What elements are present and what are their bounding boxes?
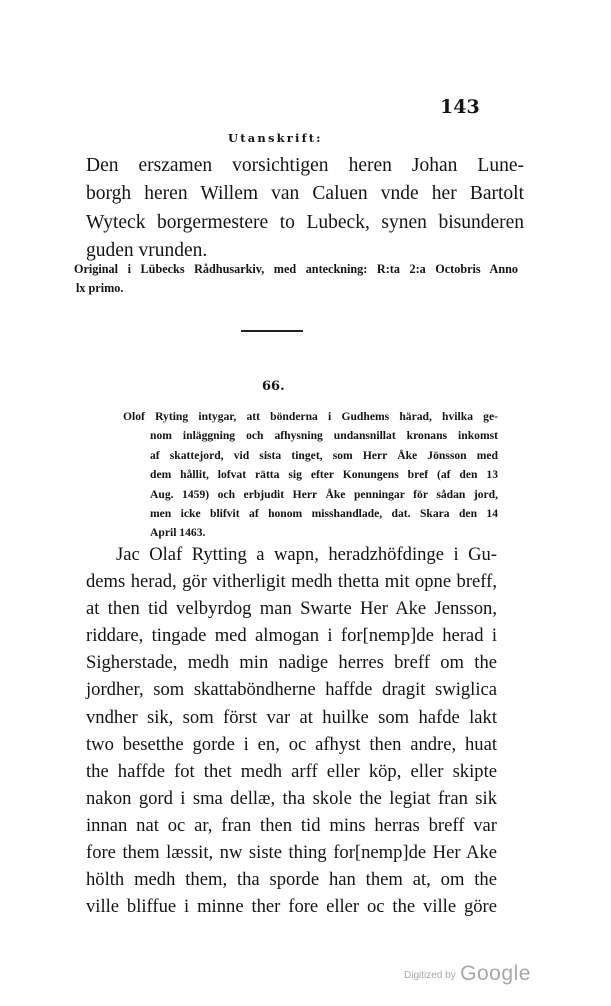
abstract-line: Aug. 1459) och erbjudit Herr Åke penningar för sådan jord, [150,487,498,501]
body-line: hölth medh them, tha sporde han them at, om the [86,869,497,891]
body-line: nakon gord i sma dellæ, tha skole the legiat fran sik [86,787,497,809]
section-divider [241,330,303,332]
abstract-line: nom inläggning och afhysning undansnillat kronans inkomst [150,429,498,443]
body-line: ville bliffue i minne ther fore eller oc the ville göre [86,896,497,918]
body-line: the haffde fot thet medh arff eller köp, eller skipte [86,760,497,782]
document-body [86,541,497,920]
section-heading: Utanskrift: [228,131,323,145]
body-line: Sigherstade, medh min nadige herres breff om the [86,652,497,674]
note-line: lx primo. [76,281,124,295]
digitized-watermark [404,962,531,986]
body-line: Jac Olaf Rytting a wapn, heradzhöfdinge i Gu- [116,544,497,565]
body-line: vndher sik, som först var at huilke som hafde lakt [86,706,497,728]
body-line: fore them læssit, nw siste thing for[nemp]de Her Ake [86,842,497,864]
body-line: dems herad, gör vitherligit medh thetta mit opne breff, [86,571,497,593]
body-line: riddare, tingade med almogan i for[nemp]de herad i [86,625,497,647]
document-abstract [123,407,498,543]
note-line: Original i Lübecks Rådhusarkiv, med anteckning: R:ta 2:a Octobris Anno [74,262,518,276]
abstract-line: dem hållit, lofvat rätta sig efter Konungens bref (af den 13 [150,468,498,482]
text-line: Den erszamen vorsichtigen heren Johan Lune- [86,155,524,176]
page-number: 143 [440,96,480,118]
abstract-line: April 1463. [150,526,206,540]
source-note [74,260,518,298]
transcript-paragraph [86,152,524,265]
abstract-line: men icke blifvit af honom misshandlade, dat. Skara den 14 [150,507,498,521]
body-line: innan nat oc ar, fran then tid mins herras breff var [86,814,497,836]
watermark-prefix: Digitized by [404,970,456,981]
text-line: guden vrunden. [86,239,208,261]
abstract-line: af skattejord, vid sista tinget, som Herr Åke Jönsson med [150,448,498,462]
body-line: jordher, som skattaböndherne haffde dragit swiglica [86,679,497,701]
body-line: two besetthe gorde i en, oc afhyst then andre, huat [86,733,497,755]
google-logo: Google [460,962,531,985]
document-number: 66. [262,379,285,394]
body-line: at then tid velbyrdog man Swarte Her Ake Jensson, [86,598,497,620]
text-line: borgh heren Willem van Caluen vnde her Bartolt [86,183,524,205]
abstract-line: Olof Ryting intygar, att bönderna i Gudhems härad, hvilka ge- [123,410,498,423]
text-line: Wyteck borgermestere to Lubeck, synen bisunderen [86,211,524,233]
